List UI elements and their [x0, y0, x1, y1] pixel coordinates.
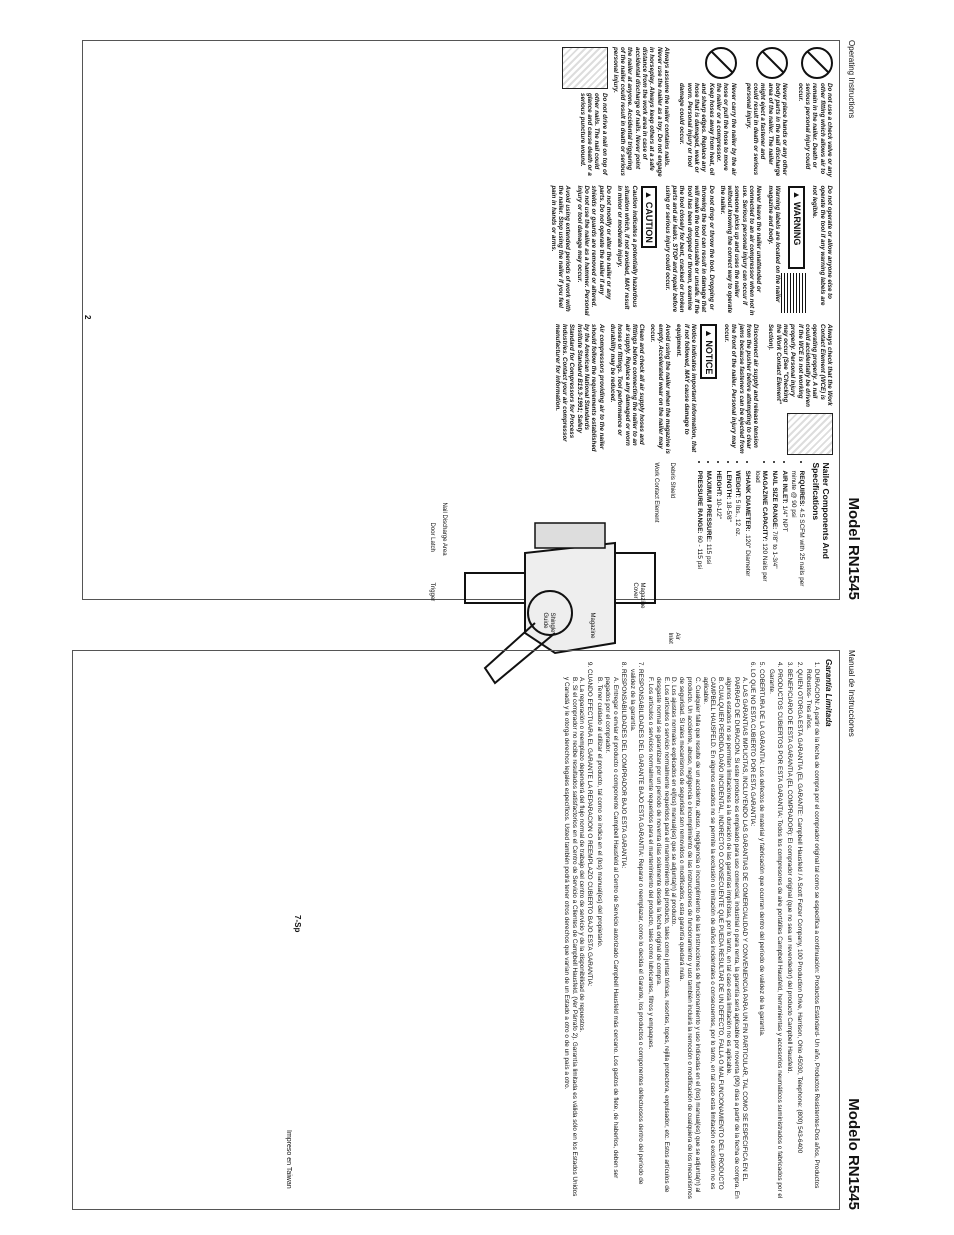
sub-item: A. La reparación o reemplazo dependerá del flujo normal de trabajo del centro de servicio y de la disponibilidad de repuestos. — [578, 677, 586, 1033]
warning-text: Clean and check all air supply hoses and fittings before connecting the nailer to an air supply. Replace any damaged or worn hoses or fittings. Tool performance or durability may be reduced. — [608, 324, 646, 446]
specifications-column — [89, 462, 833, 644]
warranty-item: 7. RESPONSABILIDADES DEL GARANTE BAJO ESTA GARANTIA: Reparar o reemplazar, como lo decida el Garante, los productos o componentes defectuosos dentro del período de validez de la garantía. — [629, 669, 645, 1201]
warranty-item: 3. BENEFICIARIO DE ESTA GARANTIA (EL COMPRADOR): El comprador original (que no sea un revendedor) del producto Campbell Hausfeld. — [785, 669, 793, 1201]
warning-text: Never place hands or any other body parts in the nail discharge area of the nailer. The nailer might eject a fastener and could result in death or serious personal injury. — [744, 83, 789, 177]
printed-in: Impreso en Taiwan — [285, 1130, 292, 1189]
callout-magazine-cover: Magazine Cover — [632, 582, 646, 609]
warranty-item — [562, 669, 593, 1201]
warning-text: Always assume the nailer contains nails. Never use the nailer as a toy. Do not engage in horseplay. Always keep others at a safe distance from the work area in case of accidental discharge of nails. Never point the nailer at anyone. Accidental triggering of the nailer could result in death or serious personal injury. — [611, 47, 671, 177]
column-3 — [89, 324, 833, 455]
spec-item: • WEIGHT: 5 lbs., 12 oz. — [734, 471, 742, 594]
page-number: 2 — [83, 315, 92, 320]
notice-text: Notice indicates important information, that if not followed, MAY cause damage to equipment. — [675, 324, 698, 453]
no-check-valve-icon — [801, 47, 833, 79]
warning-text: Air compressors providing air to the nailer should follow the requirements established by the American National Standards Institute Standard B19.3-1991; Safety Standard for Compressors for Process Industries. Contact your air compressor manufacturer for information. — [553, 324, 605, 452]
warning-text: Do not operate or allow anyone else to operate the tool if any warning labels are not legible. — [811, 185, 833, 306]
spec-item: • PRESSURE RANGE: 60 - 115 psi — [695, 471, 703, 594]
callout-wce: Work Contact Element — [653, 462, 660, 523]
spec-item: • SHANK DIAMETER: .120" Diameter — [743, 471, 751, 594]
callout-shingle-guide: Shingle Guide — [542, 612, 556, 633]
column-1 — [89, 47, 833, 178]
warning-text: Avoid using extended periods of work with the nailer. Stop using the nailer if you feel pain in hands or arms. — [549, 185, 572, 312]
nailer-diagram — [415, 462, 685, 644]
header-model: Model RN1545 — [845, 497, 862, 600]
sub-item: D. Los ajustes normales explicados en el(los) manual(es) que se adjunta(n) al producto. — [670, 677, 678, 927]
warranty-box — [72, 650, 840, 1210]
wce-illustration — [787, 413, 833, 455]
warning-text: Do not drive a nail on top of other nails. The nail could glance and cause death or a serious puncture wound. — [578, 93, 608, 176]
no-carry-by-hose-icon — [705, 47, 737, 79]
item-heading: RESPONSABILIDADES DEL COMPRADOR BAJO ESTA GARANTIA: — [619, 669, 627, 869]
column-2 — [89, 186, 833, 317]
spec-item: • HEIGHT: 10-1/2" — [714, 471, 722, 594]
warning-text: Avoid using the nailer when the magazine is empty. Accelerated wear on the nailer may occur. — [649, 324, 672, 454]
english-page — [82, 40, 862, 644]
content-box — [82, 40, 840, 644]
warning-text: Do not drop or throw the tool. Dropping or throwing the tool can result in damage that will make the tool unusable or unsafe. If the tool has been dropped or thrown, examine the tool closely for bent, cracked or broken parts and air leaks. STOP and repair before using or serious injury could occur. — [663, 185, 715, 314]
sub-item: A. Entregar o enviar el producto o componente Campbell Hausfeld al Centro de Servicio autorizado Campbell Hausfeld más cercano. Los gastos de flete, de haberlos, deben ser pagados por el comprador. — [603, 677, 619, 1179]
warning-text: Never leave the nailer unattended or connected to an air compressor when not in use. Serious personal injury can occur if someone picks up and uses the nailer without knowing the correct way to operate the nailer. — [718, 185, 763, 316]
warranty-title: Garantía Limitada — [824, 659, 833, 727]
caution-label: ▲ CAUTION — [641, 186, 658, 248]
warranty-item: 4. PRODUCTOS CUBIERTOS POR ESTA GARANTIA: Todos los compresores de aire portátiles Campbell Hausfeld, herramientas y accesorios neumáticos suministrados o fabricados por el Garante. — [767, 669, 783, 1201]
item-heading: CUANDO EFECTUARA EL GARANTE LA REPARACION O REEMPLAZO CUBIERTO BAJO ESTA GARANTIA: — [586, 669, 594, 987]
sub-item: A. LAS GARANTIAS IMPLICITAS, INCLUYENDO LAS GARANTIAS DE COMERCIALIDAD Y CONVENIENCIA PARA UN FIN PARTICULAR, TAL COMO SE ESPECIFICA EN EL PARRAFO DE DURACION. Si este producto es empleado para uso comercial, industrial o para renta, la garantía será aplicable por noventa (90) días a partir de la fecha de compra. En algunos estados no se permiten limitaciones a la duración de las garantías implícitas, por lo tanto, en tal caso esta limitación no es aplicable. — [725, 677, 748, 1199]
caution-label-text: CAUTION — [644, 201, 655, 243]
warning-text: Warning labels are located on the nailer magazine and body. — [766, 185, 782, 303]
sub-item: B. Tener cuidado al utilizar el producto, tal como se indica en el (los) manual(es) del propietario. — [596, 677, 604, 948]
spanish-page — [72, 650, 862, 1210]
callout-magazine: Magazine — [589, 612, 596, 639]
warning-text: Do not modify or alter the nailer or any parts. Do not operate the nailer if any shields or guards are removed or altered. Do not use the nailer as a hammer. Personal injury or tool damage may occur. — [575, 185, 612, 316]
caution-text: Caution indicates a potentially hazardous situation which, if not avoided, MAY result in minor or moderate injury. — [616, 185, 638, 310]
no-hands-icon — [756, 47, 788, 79]
warning-text: Do not use a check valve or any other fitting which allows air to remain in the nailer. Death or serious personal injury could occur. — [796, 83, 833, 177]
page-header — [845, 650, 862, 1210]
sub-item: B. CUALQUIER PERDIDA DAÑO INCIDENTAL, INDIRECTO O CONSECUENTE QUE PUEDA RESULTAR DE UN DEFECTO, FALLA O MALFUNCIONAMIENTO DEL PRODUCTO CAMPBELL HAUSFELD. En algunos estados no se permite la exclusión o limitación de daños incidentales o consecuentes, por lo tanto, en tal caso esta limitación o exclusión no es aplicable. — [701, 677, 725, 1190]
callout-door-latch: Door Latch — [429, 522, 436, 552]
warranty-item: 5. COBERTURA DE LA GARANTIA: Los defectos de material y fabricación que ocurran dentro del período de validez de la garantía. — [758, 669, 766, 1201]
warranty-item: 2. QUIEN OTORGA ESTA GARANTIA (EL GARANTE: Campbell Hausfeld / A Scott Fetzer Company, 100 Production Drive, Harrison, Ohio 45030, Telephone: (800) 543-6400 — [795, 669, 803, 1201]
callout-debris-shield: Debris Shield — [669, 462, 676, 499]
spec-item: • MAGAZINE CAPACITY: 120 Nails per load — [753, 471, 768, 594]
sub-item: C. Cualquier falla que resulte de un accidente, abuso, negligencia o incumplimiento de las instrucciones de funcionamiento y uso indicadas en el (los) manual(es) que se adjunta(n) al producto. Un accidente, abuso, negligencia o incumplimiento de las instrucciones de funcionamiento y uso también incluirá la remoción o modificación de cualquiera de los mecanismos de seguridad. Si tales mecanismos de seguridad son removidos o modificados, esta garantía quedará nula. — [678, 677, 701, 1199]
callout-trigger: Trigger — [429, 582, 436, 602]
notice-label: ▲ NOTICE — [700, 324, 717, 379]
callout-nail-discharge: Nail Discharge Area — [441, 502, 448, 556]
page-header — [845, 40, 862, 600]
sub-item: B. Si el comprador no recibe resultados satisfactorios en el Centro de Servicio a Clientes de Campbell Hausfeld. (Ver Párrafo 2). Garantía limitada es válida sólo en los Estados Unidos y Canadá y le otorga derechos legales específicos. Usted también podrá tener otros derechos que varían de un Estado a otro o de un país a otro. — [562, 677, 578, 1197]
warning-label: ▲ WARNING — [788, 186, 805, 270]
page-number: 7-Sp — [293, 915, 302, 933]
warning-label-text: WARNING — [792, 201, 803, 246]
header-model: Modelo RN1545 — [845, 1098, 862, 1210]
warning-text: Never carry the nailer by the air hose or pull the hose to move the nailer or a compressor. Keep hoses away from heat, oil and sharp edges. Replace any hose that is damaged, weak or worn. Personal injury or tool damage could occur. — [678, 83, 737, 176]
callout-air-inlet: Air Inlet — [667, 632, 681, 644]
sub-item: E. Los artículos o servicio normalmente requeridos para el mantenimiento del producto, tales como juntas tóricas, resortes, topes, rejilla protectora, expulsador, etc. Estos artículos de desgaste normal se garantizan por un período de noventa días solamente desde la fecha original de compra. — [654, 677, 670, 1193]
warning-text: Disconnect air supply and release tension from the pusher before attempting to clear jams because fasteners can be ejected from the front of the nailer. Personal injury may occur. — [722, 324, 760, 454]
nail-glance-illustration — [562, 47, 608, 89]
spec-item: • AIR INLET: 1/4" NPT — [780, 471, 788, 594]
sub-item: F. Los artículos o servicios normalmente requeridos para el mantenimiento del producto, tales como lubricantes, filtros y empaques. — [647, 677, 654, 1050]
spec-item: • REQUIRES: 4.5 SCFM with 25 nails per minute @ 90 psi — [790, 471, 805, 594]
notice-label-text: NOTICE — [703, 340, 714, 375]
warranty-list — [562, 659, 820, 1201]
specs-title: Nailer Components And Specifications — [810, 462, 831, 559]
header-section: Operating Instructions — [847, 40, 856, 119]
item-heading: LO QUE NO ESTA CUBIERTO POR ESTA GARANTIA: — [748, 669, 756, 827]
spec-item: • LENGTH: 18-5/8" — [724, 471, 732, 594]
header-section: Manual de Instrucciones — [847, 650, 856, 737]
label-graphic-icon — [781, 273, 807, 313]
spec-list — [695, 463, 805, 594]
warranty-item — [646, 669, 755, 1201]
warranty-item — [595, 669, 626, 1201]
warranty-item: 1. DURACION: A partir de la fecha de compra por el comprador original tal como se especifica a continuación: Productos Estándard- Un año, Productos Resistentes-Dos años, Productos Robustos- Tres años. — [805, 669, 821, 1201]
warning-text: Always check that the Work Contact Element (WCE) is operating properly. A nail could accidentally be driven if the WCE is not working properly. Personal injury may occur (See "Checking the Work Contact Element" Section). — [767, 324, 833, 407]
spec-item: • MAXIMUM PRESSURE: 115 psi — [705, 471, 713, 594]
spec-item: • NAIL SIZE RANGE: 7/8" to 1-3/4" — [770, 471, 778, 594]
